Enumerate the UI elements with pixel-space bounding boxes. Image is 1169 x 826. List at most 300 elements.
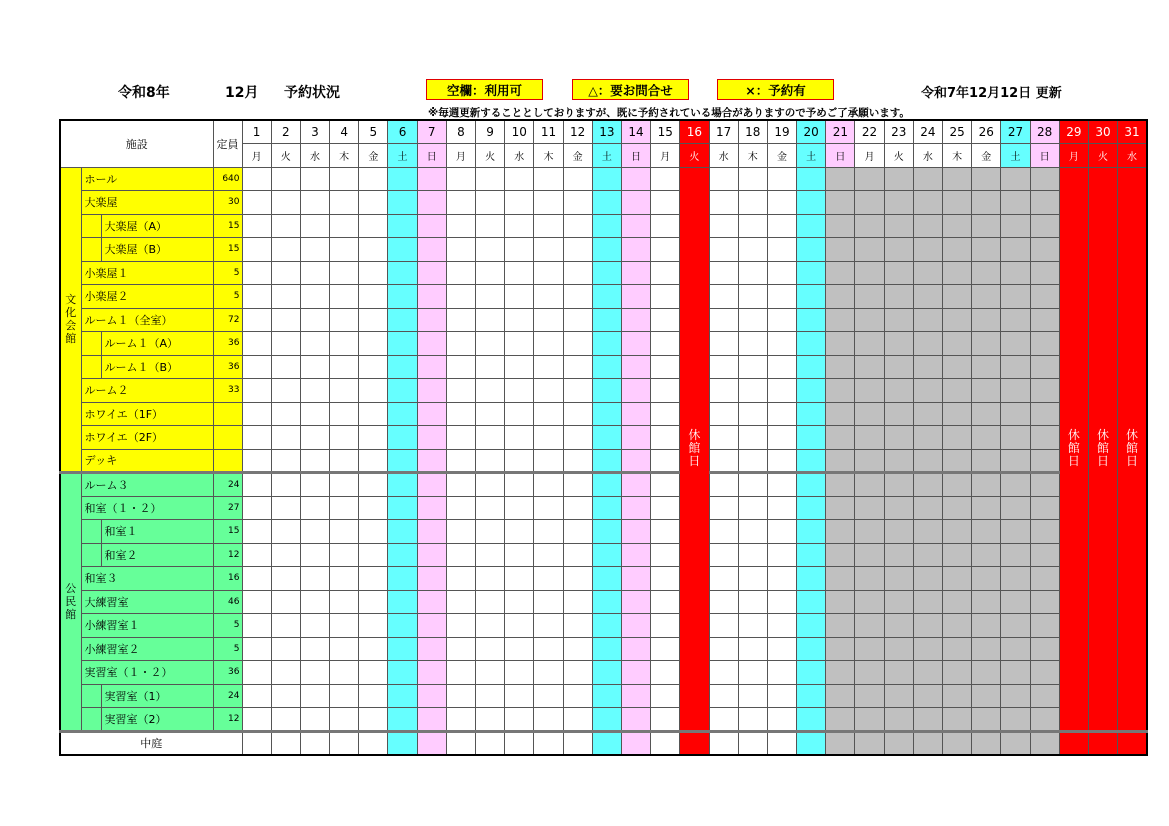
reservation-cell[interactable] <box>592 355 621 379</box>
reservation-cell[interactable] <box>300 731 329 755</box>
reservation-cell[interactable] <box>563 238 592 262</box>
reservation-cell[interactable] <box>592 261 621 285</box>
reservation-cell[interactable] <box>300 684 329 708</box>
reservation-cell[interactable] <box>505 520 534 544</box>
reservation-cell[interactable] <box>621 661 650 685</box>
reservation-cell[interactable] <box>271 637 300 661</box>
reservation-cell[interactable] <box>300 332 329 356</box>
reservation-cell[interactable] <box>505 449 534 473</box>
reservation-cell[interactable] <box>592 543 621 567</box>
reservation-cell[interactable] <box>913 332 942 356</box>
reservation-cell[interactable] <box>534 590 563 614</box>
reservation-cell[interactable] <box>563 285 592 309</box>
reservation-cell[interactable] <box>767 590 796 614</box>
reservation-cell[interactable] <box>446 708 475 732</box>
reservation-cell[interactable] <box>884 261 913 285</box>
reservation-cell[interactable] <box>1001 167 1030 191</box>
reservation-cell[interactable] <box>417 308 446 332</box>
reservation-cell[interactable] <box>505 167 534 191</box>
reservation-cell[interactable] <box>767 261 796 285</box>
reservation-cell[interactable] <box>242 496 271 520</box>
reservation-cell[interactable] <box>476 167 505 191</box>
reservation-cell[interactable] <box>300 708 329 732</box>
reservation-cell[interactable] <box>563 332 592 356</box>
reservation-cell[interactable] <box>826 167 855 191</box>
reservation-cell[interactable] <box>621 496 650 520</box>
reservation-cell[interactable] <box>300 426 329 450</box>
reservation-cell[interactable] <box>476 520 505 544</box>
reservation-cell[interactable] <box>855 449 884 473</box>
reservation-cell[interactable] <box>359 708 388 732</box>
reservation-cell[interactable] <box>476 684 505 708</box>
reservation-cell[interactable] <box>417 614 446 638</box>
reservation-cell[interactable] <box>417 473 446 497</box>
reservation-cell[interactable] <box>738 167 767 191</box>
reservation-cell[interactable] <box>797 637 826 661</box>
reservation-cell[interactable] <box>884 355 913 379</box>
reservation-cell[interactable] <box>943 449 972 473</box>
reservation-cell[interactable] <box>1030 684 1059 708</box>
reservation-cell[interactable] <box>884 661 913 685</box>
reservation-cell[interactable] <box>446 214 475 238</box>
reservation-cell[interactable] <box>446 167 475 191</box>
reservation-cell[interactable] <box>913 637 942 661</box>
reservation-cell[interactable] <box>797 167 826 191</box>
reservation-cell[interactable] <box>446 402 475 426</box>
reservation-cell[interactable] <box>621 402 650 426</box>
reservation-cell[interactable] <box>330 708 359 732</box>
reservation-cell[interactable] <box>505 379 534 403</box>
reservation-cell[interactable] <box>913 496 942 520</box>
reservation-cell[interactable] <box>300 191 329 215</box>
reservation-cell[interactable] <box>621 261 650 285</box>
reservation-cell[interactable] <box>300 590 329 614</box>
reservation-cell[interactable] <box>826 708 855 732</box>
reservation-cell[interactable] <box>242 426 271 450</box>
reservation-cell[interactable] <box>709 637 738 661</box>
reservation-cell[interactable] <box>1001 684 1030 708</box>
reservation-cell[interactable] <box>1030 473 1059 497</box>
reservation-cell[interactable] <box>476 191 505 215</box>
reservation-cell[interactable] <box>943 473 972 497</box>
reservation-cell[interactable] <box>884 238 913 262</box>
reservation-cell[interactable] <box>359 308 388 332</box>
reservation-cell[interactable] <box>417 590 446 614</box>
reservation-cell[interactable] <box>855 261 884 285</box>
reservation-cell[interactable] <box>943 285 972 309</box>
reservation-cell[interactable] <box>476 449 505 473</box>
reservation-cell[interactable] <box>797 402 826 426</box>
reservation-cell[interactable] <box>738 614 767 638</box>
reservation-cell[interactable] <box>592 567 621 591</box>
reservation-cell[interactable] <box>446 637 475 661</box>
reservation-cell[interactable] <box>1030 520 1059 544</box>
reservation-cell[interactable] <box>271 520 300 544</box>
reservation-cell[interactable] <box>767 731 796 755</box>
reservation-cell[interactable] <box>1001 238 1030 262</box>
reservation-cell[interactable] <box>621 308 650 332</box>
reservation-cell[interactable] <box>1001 191 1030 215</box>
reservation-cell[interactable] <box>1030 637 1059 661</box>
reservation-cell[interactable] <box>446 590 475 614</box>
reservation-cell[interactable] <box>972 402 1001 426</box>
reservation-cell[interactable] <box>651 473 680 497</box>
reservation-cell[interactable] <box>972 214 1001 238</box>
reservation-cell[interactable] <box>826 684 855 708</box>
reservation-cell[interactable] <box>797 543 826 567</box>
reservation-cell[interactable] <box>943 684 972 708</box>
reservation-cell[interactable] <box>913 731 942 755</box>
reservation-cell[interactable] <box>300 496 329 520</box>
reservation-cell[interactable] <box>563 708 592 732</box>
reservation-cell[interactable] <box>505 261 534 285</box>
reservation-cell[interactable] <box>738 308 767 332</box>
reservation-cell[interactable] <box>359 590 388 614</box>
reservation-cell[interactable] <box>826 191 855 215</box>
reservation-cell[interactable] <box>359 261 388 285</box>
reservation-cell[interactable] <box>913 567 942 591</box>
reservation-cell[interactable] <box>826 731 855 755</box>
reservation-cell[interactable] <box>738 191 767 215</box>
reservation-cell[interactable] <box>476 379 505 403</box>
reservation-cell[interactable] <box>972 285 1001 309</box>
reservation-cell[interactable] <box>1030 590 1059 614</box>
reservation-cell[interactable] <box>621 332 650 356</box>
reservation-cell[interactable] <box>1030 614 1059 638</box>
reservation-cell[interactable] <box>1001 496 1030 520</box>
reservation-cell[interactable] <box>709 261 738 285</box>
reservation-cell[interactable] <box>972 590 1001 614</box>
reservation-cell[interactable] <box>1001 285 1030 309</box>
reservation-cell[interactable] <box>651 238 680 262</box>
reservation-cell[interactable] <box>767 308 796 332</box>
reservation-cell[interactable] <box>1059 731 1088 755</box>
reservation-cell[interactable] <box>300 308 329 332</box>
reservation-cell[interactable] <box>1030 355 1059 379</box>
reservation-cell[interactable] <box>855 708 884 732</box>
reservation-cell[interactable] <box>417 708 446 732</box>
reservation-cell[interactable] <box>913 426 942 450</box>
reservation-cell[interactable] <box>417 684 446 708</box>
reservation-cell[interactable] <box>300 473 329 497</box>
reservation-cell[interactable] <box>1030 496 1059 520</box>
reservation-cell[interactable] <box>1030 238 1059 262</box>
reservation-cell[interactable] <box>330 590 359 614</box>
reservation-cell[interactable] <box>271 661 300 685</box>
reservation-cell[interactable] <box>738 520 767 544</box>
reservation-cell[interactable] <box>855 402 884 426</box>
reservation-cell[interactable] <box>446 520 475 544</box>
reservation-cell[interactable] <box>242 684 271 708</box>
reservation-cell[interactable] <box>417 285 446 309</box>
reservation-cell[interactable] <box>1001 402 1030 426</box>
reservation-cell[interactable] <box>943 379 972 403</box>
reservation-cell[interactable] <box>271 238 300 262</box>
reservation-cell[interactable] <box>651 637 680 661</box>
reservation-cell[interactable] <box>417 449 446 473</box>
reservation-cell[interactable] <box>1088 731 1117 755</box>
reservation-cell[interactable] <box>826 567 855 591</box>
reservation-cell[interactable] <box>855 332 884 356</box>
reservation-cell[interactable] <box>913 543 942 567</box>
reservation-cell[interactable] <box>271 285 300 309</box>
reservation-cell[interactable] <box>505 661 534 685</box>
reservation-cell[interactable] <box>417 543 446 567</box>
reservation-cell[interactable] <box>972 191 1001 215</box>
reservation-cell[interactable] <box>271 355 300 379</box>
reservation-cell[interactable] <box>767 567 796 591</box>
reservation-cell[interactable] <box>797 520 826 544</box>
reservation-cell[interactable] <box>476 473 505 497</box>
reservation-cell[interactable] <box>709 661 738 685</box>
reservation-cell[interactable] <box>271 614 300 638</box>
reservation-cell[interactable] <box>651 426 680 450</box>
reservation-cell[interactable] <box>388 238 417 262</box>
reservation-cell[interactable] <box>943 543 972 567</box>
reservation-cell[interactable] <box>330 332 359 356</box>
reservation-cell[interactable] <box>738 708 767 732</box>
reservation-cell[interactable] <box>300 402 329 426</box>
reservation-cell[interactable] <box>797 590 826 614</box>
reservation-cell[interactable] <box>621 214 650 238</box>
reservation-cell[interactable] <box>359 661 388 685</box>
reservation-cell[interactable] <box>271 191 300 215</box>
reservation-cell[interactable] <box>884 402 913 426</box>
reservation-cell[interactable] <box>505 214 534 238</box>
reservation-cell[interactable] <box>651 520 680 544</box>
reservation-cell[interactable] <box>797 731 826 755</box>
reservation-cell[interactable] <box>359 449 388 473</box>
reservation-cell[interactable] <box>534 308 563 332</box>
reservation-cell[interactable] <box>534 543 563 567</box>
reservation-cell[interactable] <box>388 496 417 520</box>
reservation-cell[interactable] <box>767 285 796 309</box>
reservation-cell[interactable] <box>621 708 650 732</box>
reservation-cell[interactable] <box>767 402 796 426</box>
reservation-cell[interactable] <box>1001 637 1030 661</box>
reservation-cell[interactable] <box>300 567 329 591</box>
reservation-cell[interactable] <box>446 308 475 332</box>
reservation-cell[interactable] <box>300 261 329 285</box>
reservation-cell[interactable] <box>913 167 942 191</box>
reservation-cell[interactable] <box>534 379 563 403</box>
reservation-cell[interactable] <box>797 614 826 638</box>
reservation-cell[interactable] <box>446 285 475 309</box>
reservation-cell[interactable] <box>359 214 388 238</box>
reservation-cell[interactable] <box>797 285 826 309</box>
reservation-cell[interactable] <box>271 167 300 191</box>
reservation-cell[interactable] <box>913 661 942 685</box>
reservation-cell[interactable] <box>242 614 271 638</box>
reservation-cell[interactable] <box>709 167 738 191</box>
reservation-cell[interactable] <box>651 285 680 309</box>
reservation-cell[interactable] <box>476 261 505 285</box>
reservation-cell[interactable] <box>651 708 680 732</box>
reservation-cell[interactable] <box>388 402 417 426</box>
reservation-cell[interactable] <box>709 355 738 379</box>
reservation-cell[interactable] <box>738 285 767 309</box>
reservation-cell[interactable] <box>709 496 738 520</box>
reservation-cell[interactable] <box>359 496 388 520</box>
reservation-cell[interactable] <box>534 520 563 544</box>
reservation-cell[interactable] <box>563 402 592 426</box>
reservation-cell[interactable] <box>621 731 650 755</box>
reservation-cell[interactable] <box>1001 473 1030 497</box>
reservation-cell[interactable] <box>651 731 680 755</box>
reservation-cell[interactable] <box>1001 520 1030 544</box>
reservation-cell[interactable] <box>330 238 359 262</box>
reservation-cell[interactable] <box>972 520 1001 544</box>
reservation-cell[interactable] <box>913 191 942 215</box>
reservation-cell[interactable] <box>913 308 942 332</box>
reservation-cell[interactable] <box>972 379 1001 403</box>
reservation-cell[interactable] <box>417 191 446 215</box>
reservation-cell[interactable] <box>505 708 534 732</box>
reservation-cell[interactable] <box>271 426 300 450</box>
reservation-cell[interactable] <box>797 496 826 520</box>
reservation-cell[interactable] <box>651 590 680 614</box>
reservation-cell[interactable] <box>300 238 329 262</box>
reservation-cell[interactable] <box>446 191 475 215</box>
reservation-cell[interactable] <box>767 191 796 215</box>
reservation-cell[interactable] <box>271 496 300 520</box>
reservation-cell[interactable] <box>534 332 563 356</box>
reservation-cell[interactable] <box>709 285 738 309</box>
reservation-cell[interactable] <box>1001 661 1030 685</box>
reservation-cell[interactable] <box>300 520 329 544</box>
reservation-cell[interactable] <box>621 238 650 262</box>
reservation-cell[interactable] <box>242 661 271 685</box>
reservation-cell[interactable] <box>621 449 650 473</box>
reservation-cell[interactable] <box>563 308 592 332</box>
reservation-cell[interactable] <box>738 332 767 356</box>
reservation-cell[interactable] <box>855 567 884 591</box>
reservation-cell[interactable] <box>651 332 680 356</box>
reservation-cell[interactable] <box>913 285 942 309</box>
reservation-cell[interactable] <box>563 731 592 755</box>
reservation-cell[interactable] <box>300 661 329 685</box>
reservation-cell[interactable] <box>651 191 680 215</box>
reservation-cell[interactable] <box>826 590 855 614</box>
reservation-cell[interactable] <box>651 214 680 238</box>
reservation-cell[interactable] <box>417 332 446 356</box>
reservation-cell[interactable] <box>797 661 826 685</box>
reservation-cell[interactable] <box>826 379 855 403</box>
reservation-cell[interactable] <box>476 543 505 567</box>
reservation-cell[interactable] <box>709 308 738 332</box>
reservation-cell[interactable] <box>271 590 300 614</box>
reservation-cell[interactable] <box>563 214 592 238</box>
reservation-cell[interactable] <box>592 496 621 520</box>
reservation-cell[interactable] <box>388 214 417 238</box>
reservation-cell[interactable] <box>592 191 621 215</box>
reservation-cell[interactable] <box>417 637 446 661</box>
reservation-cell[interactable] <box>855 355 884 379</box>
reservation-cell[interactable] <box>534 191 563 215</box>
reservation-cell[interactable] <box>855 426 884 450</box>
reservation-cell[interactable] <box>1030 708 1059 732</box>
reservation-cell[interactable] <box>709 708 738 732</box>
reservation-cell[interactable] <box>972 308 1001 332</box>
reservation-cell[interactable] <box>300 355 329 379</box>
reservation-cell[interactable] <box>738 238 767 262</box>
reservation-cell[interactable] <box>534 261 563 285</box>
reservation-cell[interactable] <box>738 661 767 685</box>
reservation-cell[interactable] <box>972 708 1001 732</box>
reservation-cell[interactable] <box>855 285 884 309</box>
reservation-cell[interactable] <box>943 567 972 591</box>
reservation-cell[interactable] <box>563 449 592 473</box>
reservation-cell[interactable] <box>534 708 563 732</box>
reservation-cell[interactable] <box>446 261 475 285</box>
reservation-cell[interactable] <box>592 426 621 450</box>
reservation-cell[interactable] <box>330 473 359 497</box>
reservation-cell[interactable] <box>476 708 505 732</box>
reservation-cell[interactable] <box>359 684 388 708</box>
reservation-cell[interactable] <box>330 731 359 755</box>
reservation-cell[interactable] <box>943 731 972 755</box>
reservation-cell[interactable] <box>388 684 417 708</box>
reservation-cell[interactable] <box>621 473 650 497</box>
reservation-cell[interactable] <box>826 261 855 285</box>
reservation-cell[interactable] <box>680 731 709 755</box>
reservation-cell[interactable] <box>709 426 738 450</box>
reservation-cell[interactable] <box>563 590 592 614</box>
reservation-cell[interactable] <box>330 567 359 591</box>
reservation-cell[interactable] <box>826 637 855 661</box>
reservation-cell[interactable] <box>592 684 621 708</box>
reservation-cell[interactable] <box>738 426 767 450</box>
reservation-cell[interactable] <box>1001 708 1030 732</box>
reservation-cell[interactable] <box>855 308 884 332</box>
reservation-cell[interactable] <box>651 496 680 520</box>
reservation-cell[interactable] <box>330 379 359 403</box>
reservation-cell[interactable] <box>651 167 680 191</box>
reservation-cell[interactable] <box>505 567 534 591</box>
reservation-cell[interactable] <box>534 731 563 755</box>
reservation-cell[interactable] <box>709 332 738 356</box>
reservation-cell[interactable] <box>446 426 475 450</box>
reservation-cell[interactable] <box>242 731 271 755</box>
reservation-cell[interactable] <box>592 708 621 732</box>
reservation-cell[interactable] <box>651 308 680 332</box>
reservation-cell[interactable] <box>271 708 300 732</box>
reservation-cell[interactable] <box>534 637 563 661</box>
reservation-cell[interactable] <box>476 308 505 332</box>
reservation-cell[interactable] <box>767 661 796 685</box>
reservation-cell[interactable] <box>242 449 271 473</box>
reservation-cell[interactable] <box>855 496 884 520</box>
reservation-cell[interactable] <box>884 708 913 732</box>
reservation-cell[interactable] <box>388 355 417 379</box>
reservation-cell[interactable] <box>884 473 913 497</box>
reservation-cell[interactable] <box>359 402 388 426</box>
reservation-cell[interactable] <box>913 261 942 285</box>
reservation-cell[interactable] <box>417 567 446 591</box>
reservation-cell[interactable] <box>505 191 534 215</box>
reservation-cell[interactable] <box>476 661 505 685</box>
reservation-cell[interactable] <box>826 496 855 520</box>
reservation-cell[interactable] <box>359 355 388 379</box>
reservation-cell[interactable] <box>709 731 738 755</box>
reservation-cell[interactable] <box>826 520 855 544</box>
reservation-cell[interactable] <box>271 543 300 567</box>
reservation-cell[interactable] <box>330 684 359 708</box>
reservation-cell[interactable] <box>826 355 855 379</box>
reservation-cell[interactable] <box>884 520 913 544</box>
reservation-cell[interactable] <box>1030 379 1059 403</box>
reservation-cell[interactable] <box>388 285 417 309</box>
